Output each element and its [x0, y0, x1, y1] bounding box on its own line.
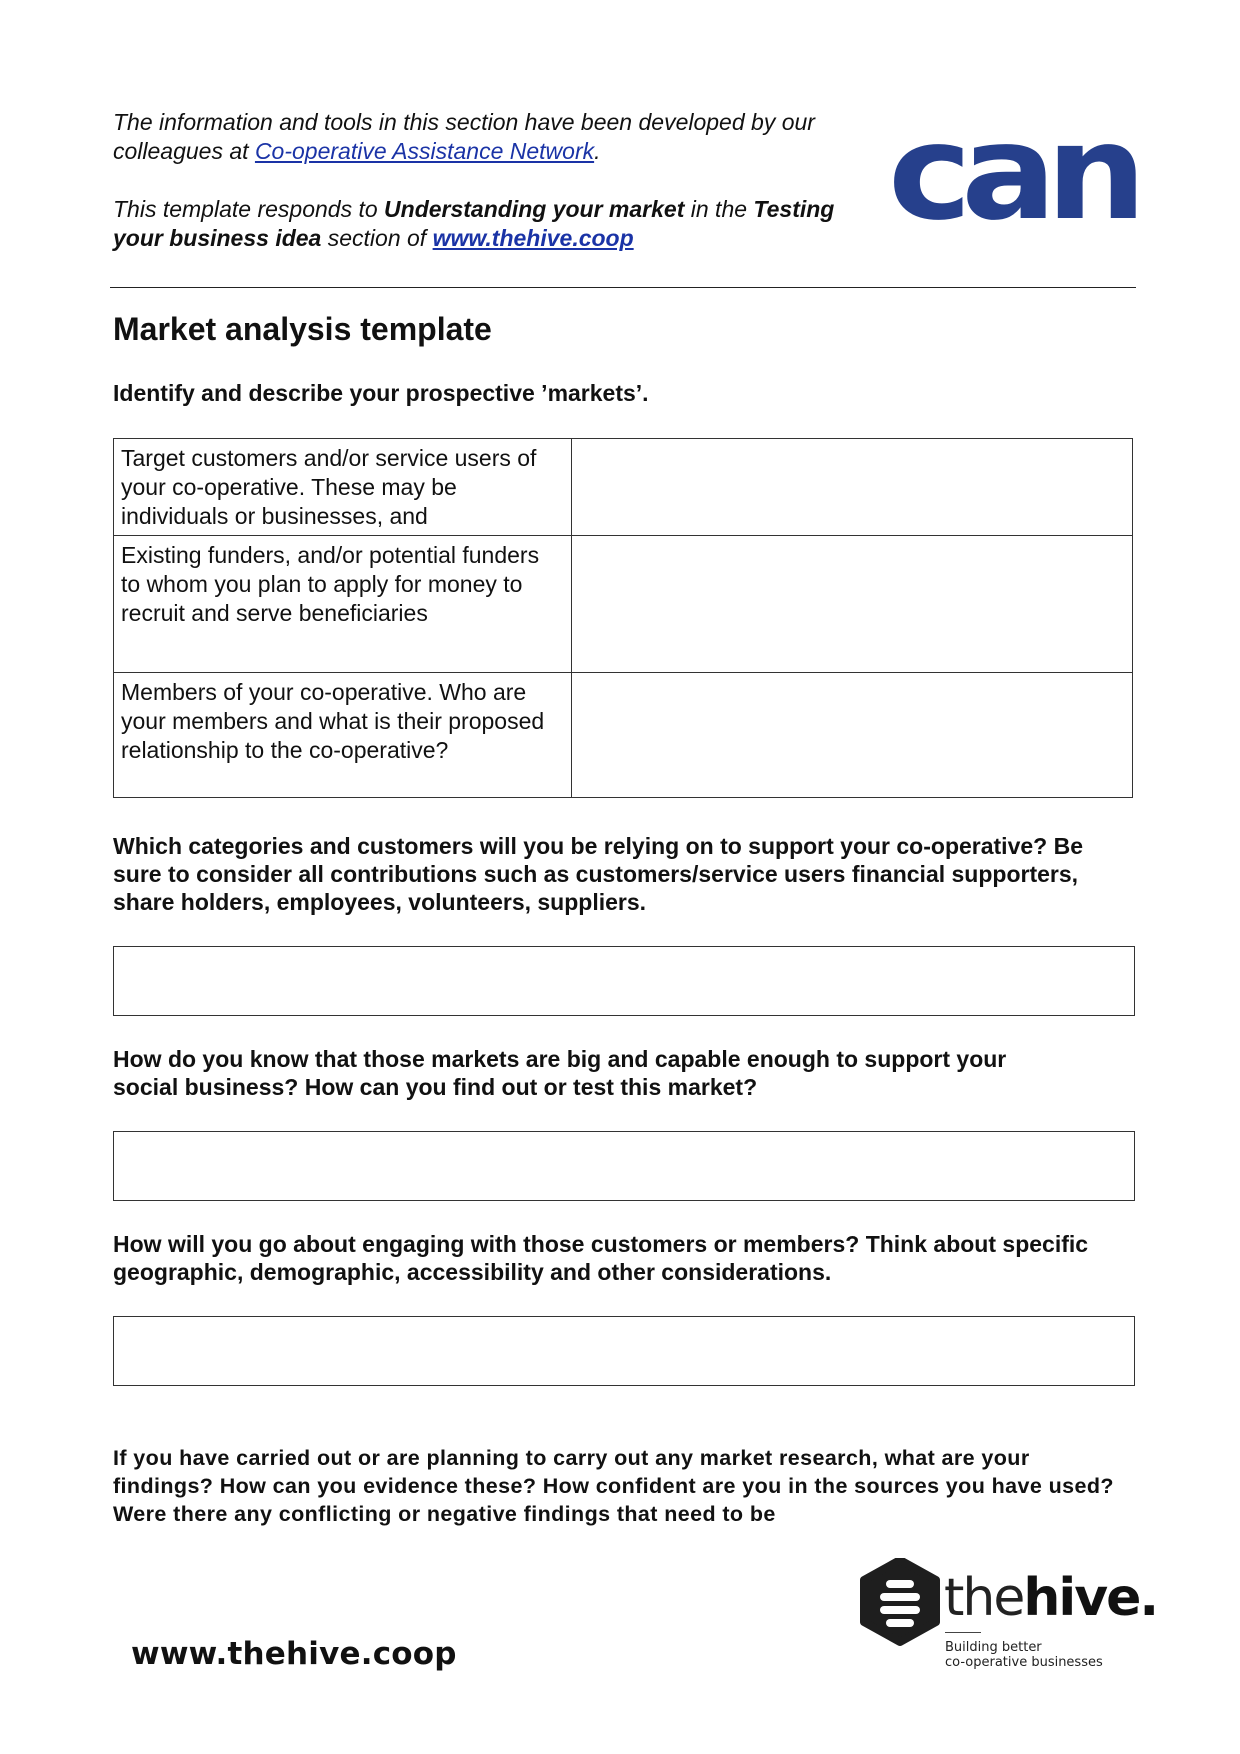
markets-table: [113, 438, 1133, 798]
row-answer-cell[interactable]: [572, 439, 1133, 536]
hive-bar: [886, 1619, 914, 1627]
question-market-size: How do you know that those markets are big and capable enough to support your social business? How can you find out or test this market?: [113, 1046, 1007, 1100]
hive-bar: [886, 1580, 914, 1588]
can-logo: [888, 122, 1136, 247]
answer-box-market-size[interactable]: [113, 1131, 1135, 1201]
footer-url: www.thehive.coop: [131, 1636, 457, 1672]
question-research: If you have carried out or are planning to carry out any market research, what are your findings? How can you evidence these? How confident are you in the sources you have used? Were there any conflicting or negative findings that need to be: [113, 1446, 1114, 1526]
question-categories: Which categories and customers will you be relying on to support your co-operative? Be sure to consider all contributions such as customers/service users financial supporters, share holders, employees, volunteers, suppliers.: [113, 833, 1083, 915]
row-label: Target customers and/or service users of your co-operative. These may be individuals or businesses, and: [114, 439, 572, 536]
intro-credit: [113, 108, 873, 166]
intro-reference: [113, 195, 873, 253]
header-divider: [110, 287, 1136, 288]
page-title: Market analysis template: [113, 311, 492, 347]
intro-ref-e: section of: [321, 225, 433, 251]
thehive-wordmark: [944, 1568, 1157, 1628]
table-row: [114, 536, 1133, 673]
row-answer-cell[interactable]: [572, 536, 1133, 673]
hive-bar: [880, 1593, 920, 1601]
thehive-tagline: [945, 1640, 1103, 1670]
question-markets: Identify and describe your prospective ’markets’.: [113, 380, 649, 406]
intro-ref-testing: Testing your business idea: [113, 196, 835, 251]
hive-word-hive: hive.: [1023, 1568, 1158, 1628]
can-logo-text: can: [888, 122, 1136, 247]
hive-bar: [880, 1606, 920, 1614]
answer-box-categories[interactable]: [113, 946, 1135, 1016]
intro-ref-a: This template responds to: [113, 196, 385, 222]
row-label: Members of your co-operative. Who are your members and what is their proposed relationship to the co-operative?: [114, 673, 572, 798]
row-answer-cell[interactable]: [572, 673, 1133, 798]
answer-box-engagement[interactable]: [113, 1316, 1135, 1386]
thehive-link[interactable]: www.thehive.coop: [432, 225, 634, 251]
hive-word-the: the: [944, 1568, 1024, 1628]
can-link[interactable]: Co-operative Assistance Network: [254, 138, 595, 164]
intro-credit-text: The information and tools in this section have been developed by our colleagues at: [113, 109, 815, 164]
intro-credit-end: .: [594, 138, 601, 164]
question-engagement: How will you go about engaging with those customers or members? Think about specific geographic, demographic, accessibility and other considerations.: [113, 1231, 1089, 1285]
row-label: Existing funders, and/or potential funders to whom you plan to apply for money to recruit and serve beneficiaries: [114, 536, 572, 673]
intro-text: [113, 108, 873, 253]
table-row: [114, 439, 1133, 536]
tagline-line-2: co-operative businesses: [945, 1655, 1103, 1670]
intro-ref-c: in the: [684, 196, 754, 222]
tagline-line-1: Building better: [945, 1640, 1042, 1655]
intro-ref-understanding: Understanding your market: [384, 196, 685, 222]
hive-divider: [945, 1632, 981, 1633]
table-row: [114, 673, 1133, 798]
